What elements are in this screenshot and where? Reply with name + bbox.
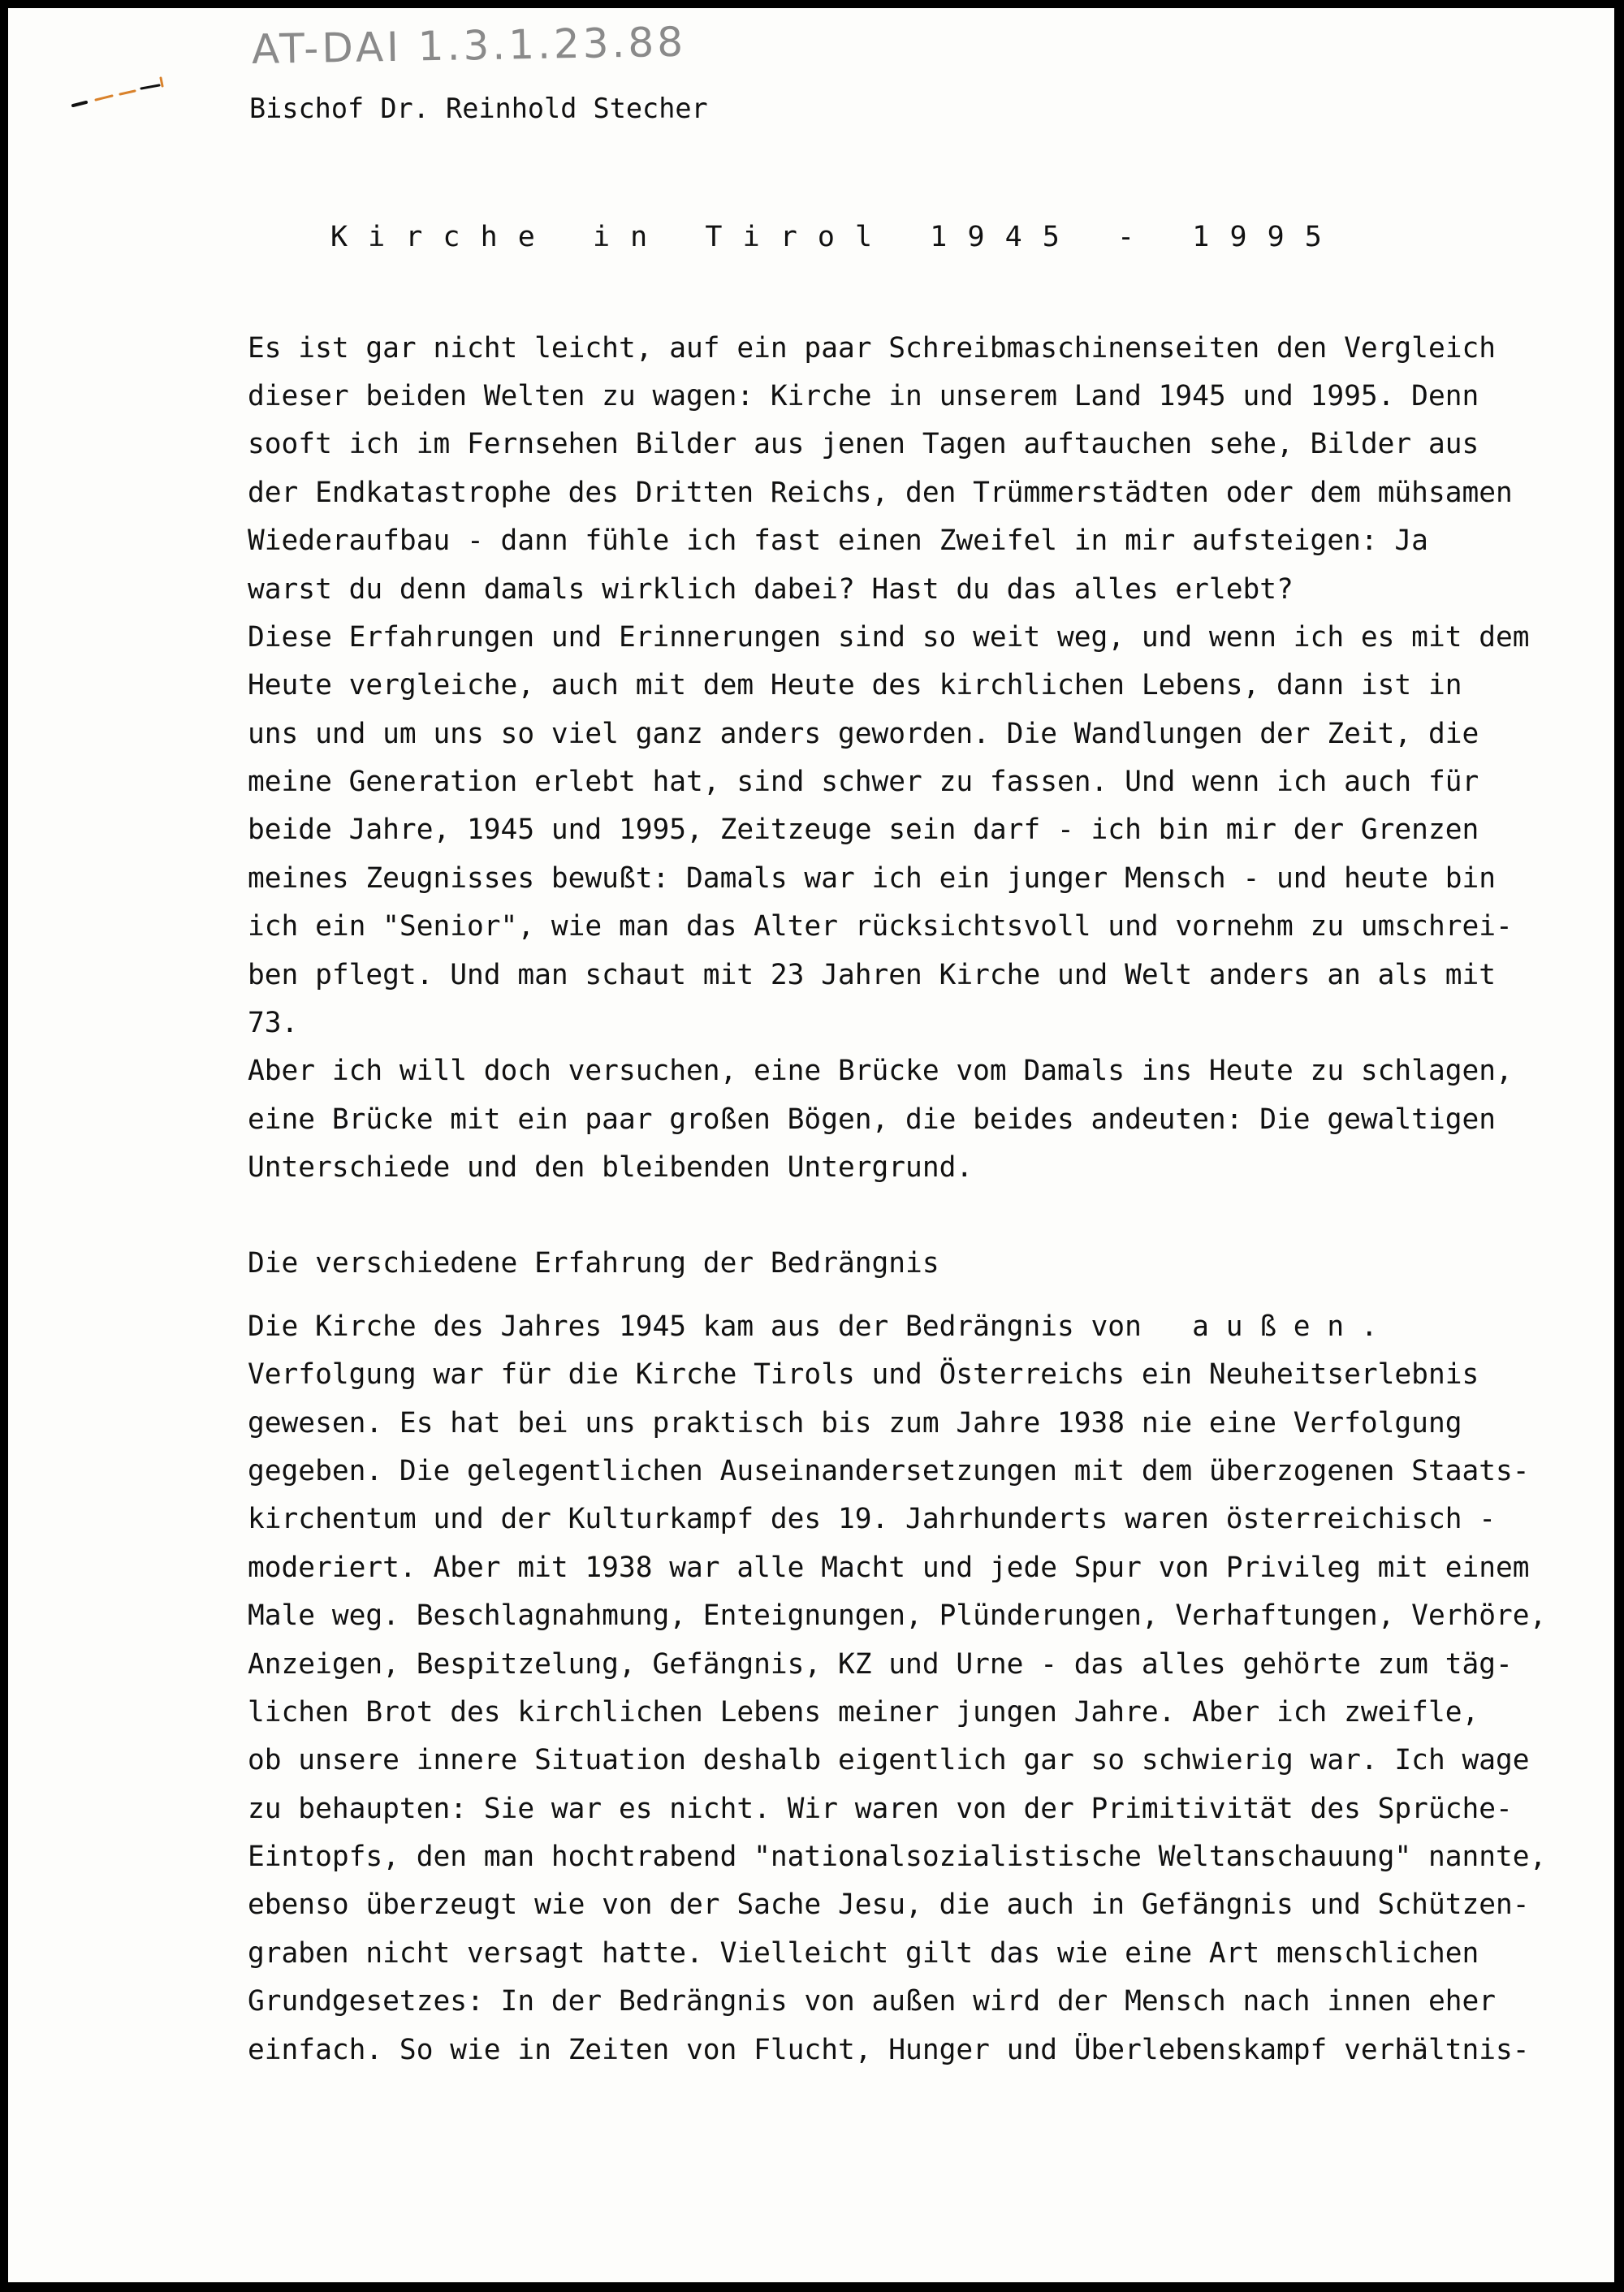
text-line: ben pflegt. Und man schaut mit 23 Jahren Kirche und Welt anders an als mit	[248, 959, 1497, 991]
text-line: uns und um uns so viel ganz anders geworden. Die Wandlungen der Zeit, die	[248, 718, 1479, 750]
text-line: gegeben. Die gelegentlichen Auseinandersetzungen mit dem überzogenen Staats-	[248, 1455, 1530, 1487]
document-page	[8, 8, 1614, 2282]
archive-number-handwritten: AT-DAI 1.3.1.23.88	[251, 18, 687, 73]
text-line: Wiederaufbau - dann fühle ich fast einen Zweifel in mir aufsteigen: Ja	[248, 524, 1428, 557]
pencil-mark-icon	[71, 58, 177, 115]
text-line: Unterschiede und den bleibenden Untergrund.	[248, 1151, 974, 1184]
document-title: K i r c h e i n T i r o l 1 9 4 5 - 1 9 9 5	[330, 221, 1324, 253]
text-line: ob unsere innere Situation deshalb eigentlich gar so schwierig war. Ich wage	[248, 1744, 1530, 1776]
text-line: meines Zeugnisses bewußt: Damals war ich ein junger Mensch - und heute bin	[248, 862, 1497, 895]
text-line: Aber ich will doch versuchen, eine Brücke vom Damals ins Heute zu schlagen,	[248, 1055, 1513, 1087]
text-line: ebenso überzeugt wie von der Sache Jesu, die auch in Gefängnis und Schützen-	[248, 1888, 1530, 1921]
text-line: Diese Erfahrungen und Erinnerungen sind so weit weg, und wenn ich es mit dem	[248, 621, 1530, 654]
text-line: 73.	[248, 1007, 299, 1039]
text-line: lichen Brot des kirchlichen Lebens meiner jungen Jahre. Aber ich zweifle,	[248, 1696, 1479, 1729]
text-line: dieser beiden Welten zu wagen: Kirche in unserem Land 1945 und 1995. Denn	[248, 380, 1479, 412]
text-line: graben nicht versagt hatte. Vielleicht gilt das wie eine Art menschlichen	[248, 1937, 1479, 1970]
text-line: eine Brücke mit ein paar großen Bögen, die beides andeuten: Die gewaltigen	[248, 1103, 1497, 1136]
section-heading: Die verschiedene Erfahrung der Bedrängnis	[248, 1247, 939, 1280]
text-line: Verfolgung war für die Kirche Tirols und Österreichs ein Neuheitserlebnis	[248, 1358, 1479, 1391]
text-line: Anzeigen, Bespitzelung, Gefängnis, KZ und Urne - das alles gehörte zum täg-	[248, 1648, 1513, 1681]
text-line: warst du denn damals wirklich dabei? Hast du das alles erlebt?	[248, 573, 1294, 606]
text-line: kirchentum und der Kulturkampf des 19. Jahrhunderts waren österreichisch -	[248, 1503, 1497, 1535]
text-line: sooft ich im Fernsehen Bilder aus jenen Tagen auftauchen sehe, Bilder aus	[248, 428, 1479, 460]
text-line: Eintopfs, den man hochtrabend "nationalsozialistische Weltanschauung" nannte,	[248, 1841, 1547, 1873]
text-line: Die Kirche des Jahres 1945 kam aus der Bedrängnis von a u ß e n .	[248, 1310, 1378, 1343]
text-line: der Endkatastrophe des Dritten Reichs, den Trümmerstädten oder dem mühsamen	[248, 477, 1513, 509]
text-line: einfach. So wie in Zeiten von Flucht, Hunger und Überlebenskampf verhältnis-	[248, 2034, 1530, 2066]
text-line: zu behaupten: Sie war es nicht. Wir waren von der Primitivität des Sprüche-	[248, 1793, 1513, 1825]
text-line: Grundgesetzes: In der Bedrängnis von außen wird der Mensch nach innen eher	[248, 1985, 1497, 2018]
text-line: moderiert. Aber mit 1938 war alle Macht und jede Spur von Privileg mit einem	[248, 1552, 1530, 1584]
text-line: Es ist gar nicht leicht, auf ein paar Schreibmaschinenseiten den Vergleich	[248, 332, 1497, 365]
text-line: ich ein "Senior", wie man das Alter rücksichtsvoll und vornehm zu umschrei-	[248, 910, 1513, 943]
text-line: gewesen. Es hat bei uns praktisch bis zum Jahre 1938 nie eine Verfolgung	[248, 1407, 1462, 1440]
text-line: Heute vergleiche, auch mit dem Heute des kirchlichen Lebens, dann ist in	[248, 669, 1462, 701]
author-line: Bischof Dr. Reinhold Stecher	[249, 93, 708, 124]
text-line: Male weg. Beschlagnahmung, Enteignungen, Plünderungen, Verhaftungen, Verhöre,	[248, 1599, 1547, 1632]
text-line: beide Jahre, 1945 und 1995, Zeitzeuge sein darf - ich bin mir der Grenzen	[248, 814, 1479, 846]
text-line: meine Generation erlebt hat, sind schwer zu fassen. Und wenn ich auch für	[248, 766, 1479, 798]
